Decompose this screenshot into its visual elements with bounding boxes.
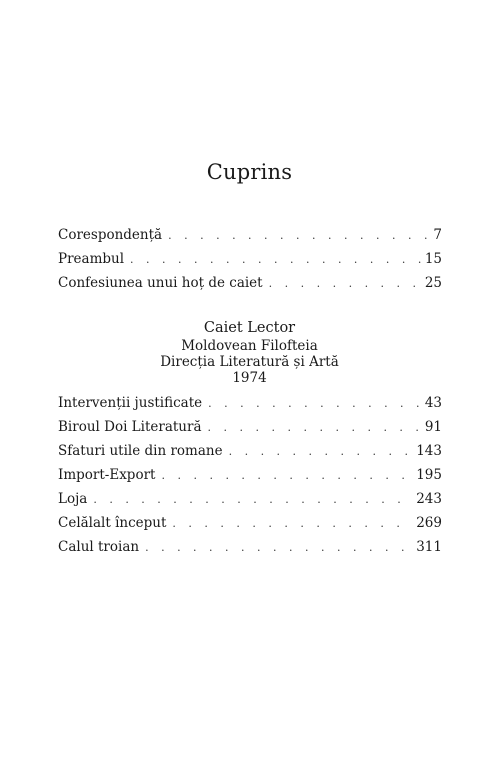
entry-page-number: 243 xyxy=(416,491,442,507)
section-author: Moldovean Filofteia xyxy=(181,338,318,354)
toc-entry xyxy=(58,419,442,443)
page-title: Cuprins xyxy=(206,160,293,184)
toc-entry xyxy=(58,491,442,515)
section-department: Direcția Literatură și Artă xyxy=(160,354,339,370)
dot-leader xyxy=(208,397,421,410)
toc-entry xyxy=(58,251,442,275)
entry-title: Sfaturi utile din romane xyxy=(58,443,223,459)
toc-part-two xyxy=(58,395,442,563)
dot-leader xyxy=(269,277,421,290)
entry-page-number: 15 xyxy=(424,251,442,267)
section-heading xyxy=(0,318,499,386)
entry-page-number: 269 xyxy=(416,515,442,531)
entry-title: Corespondență xyxy=(58,227,163,243)
entry-title: Loja xyxy=(58,491,88,507)
section-year: 1974 xyxy=(232,370,267,386)
entry-title: Preambul xyxy=(58,251,125,267)
toc-entry xyxy=(58,227,442,251)
dot-leader xyxy=(229,445,413,458)
entry-page-number: 195 xyxy=(416,467,442,483)
entry-page-number: 143 xyxy=(416,443,442,459)
dot-leader xyxy=(172,517,412,530)
entry-title: Intervenții justificate xyxy=(58,395,203,411)
toc-entry xyxy=(58,467,442,491)
entry-page-number: 311 xyxy=(416,539,442,555)
entry-page-number: 25 xyxy=(424,275,442,291)
dot-leader xyxy=(130,253,421,266)
toc-part-one xyxy=(58,227,442,299)
entry-page-number: 43 xyxy=(424,395,442,411)
entry-page-number: 91 xyxy=(424,419,442,435)
dot-leader xyxy=(161,469,412,482)
entry-title: Calul troian xyxy=(58,539,140,555)
dot-leader xyxy=(208,421,421,434)
entry-page-number: 7 xyxy=(433,227,442,243)
toc-entry xyxy=(58,275,442,299)
entry-title: Import-Export xyxy=(58,467,156,483)
toc-entry xyxy=(58,539,442,563)
dot-leader xyxy=(93,493,412,506)
entry-title: Biroul Doi Literatură xyxy=(58,419,202,435)
entry-title: Celălalt început xyxy=(58,515,167,531)
toc-entry xyxy=(58,515,442,539)
entry-title: Confesiunea unui hoț de caiet xyxy=(58,275,263,291)
toc-entry xyxy=(58,395,442,419)
dot-leader xyxy=(168,229,429,242)
toc-entry xyxy=(58,443,442,467)
section-title: Caiet Lector xyxy=(203,320,296,336)
dot-leader xyxy=(145,541,412,554)
